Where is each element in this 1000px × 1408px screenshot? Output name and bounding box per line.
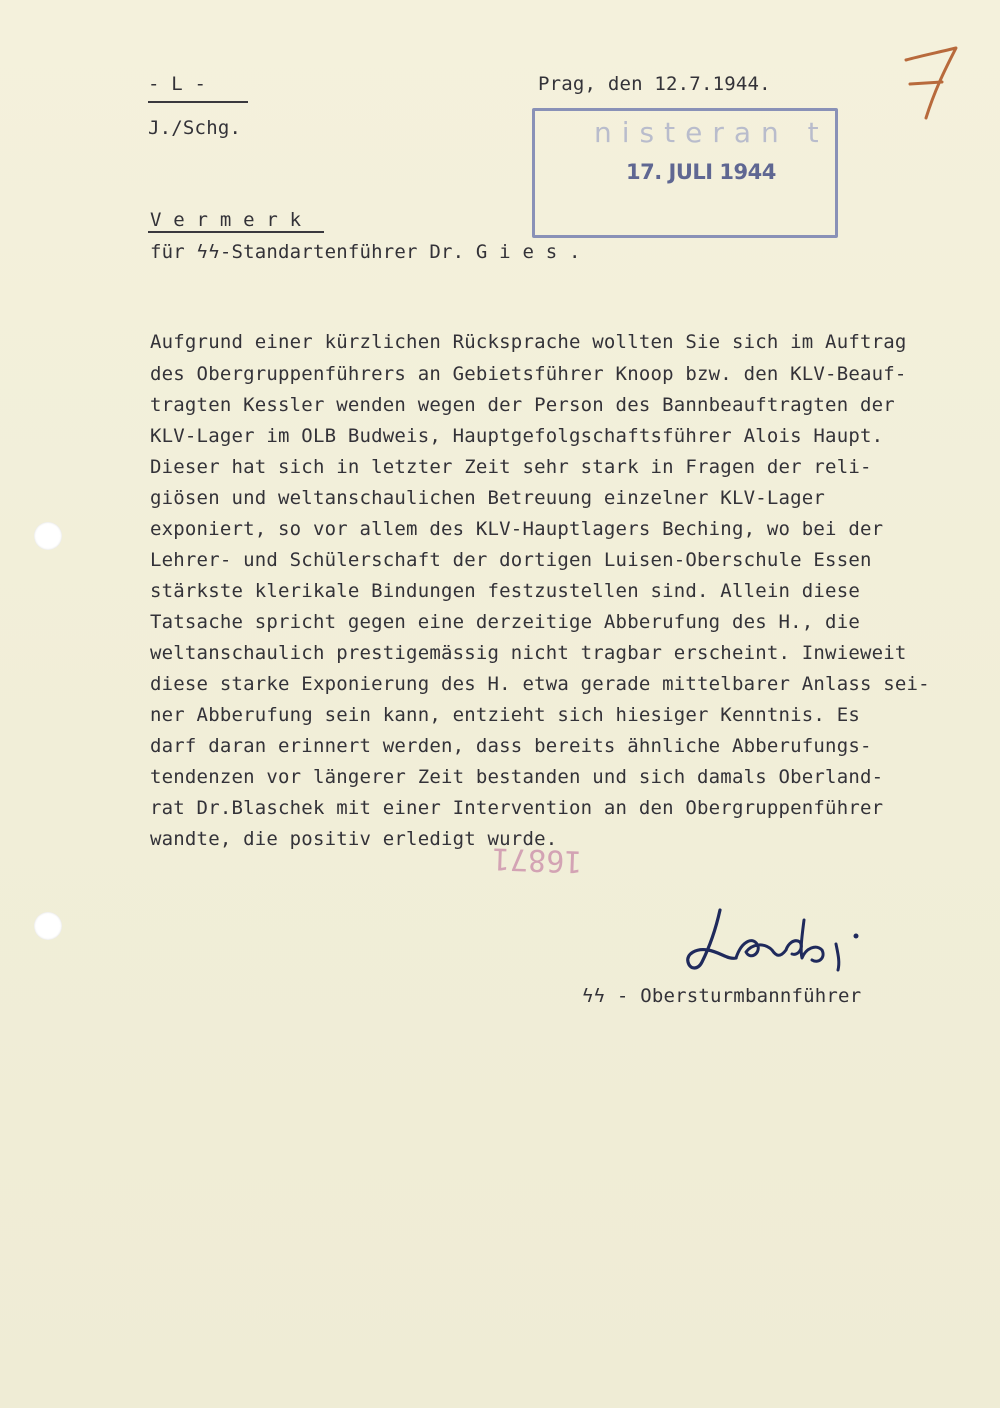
memo-title: V e r m e r k	[150, 209, 302, 231]
registry-number-stamp: 16871	[491, 840, 583, 879]
handwritten-signature	[676, 900, 876, 980]
body-line: Tatsache spricht gegen eine derzeitige Abberufung des H., die	[150, 611, 860, 633]
body-line: darf daran erinnert werden, dass bereits ähnliche Abberufungs-	[150, 735, 872, 757]
body-line: wandte, die positiv erledigt wurde.	[150, 828, 558, 850]
body-line: KLV-Lager im OLB Budweis, Hauptgefolgschaftsführer Alois Haupt.	[150, 425, 884, 447]
body-line: des Obergruppenführers an Gebietsführer Knoop bzw. den KLV-Beauf-	[150, 363, 907, 385]
body-line: weltanschaulich prestigemässig nicht tragbar erscheint. Inwieweit	[150, 642, 907, 664]
body-line: rat Dr.Blaschek mit einer Intervention an den Obergruppenführer	[150, 797, 884, 819]
reference-code: J./Schg.	[148, 117, 242, 139]
body-line: giösen und weltanschaulichen Betreuung einzelner KLV-Lager	[150, 487, 826, 509]
header-rule	[148, 101, 248, 103]
received-stamp-office: nisteran t	[594, 116, 829, 149]
body-line: Aufgrund einer kürzlichen Rücksprache wollten Sie sich im Auftrag	[150, 331, 907, 353]
memo-title-underline	[148, 231, 324, 233]
body-line: diese starke Exponierung des H. etwa gerade mittelbarer Anlass sei-	[150, 673, 930, 695]
department-code: - L -	[148, 73, 207, 95]
body-line: Dieser hat sich in letzter Zeit sehr stark in Fragen der reli-	[150, 456, 872, 478]
signatory-rank: ϟϟ - Obersturmbannführer	[582, 985, 862, 1007]
body-line: tendenzen vor längerer Zeit bestanden und sich damals Oberland-	[150, 766, 884, 788]
body-line: stärkste klerikale Bindungen festzustellen sind. Allein diese	[150, 580, 860, 602]
punch-hole-top	[34, 522, 62, 550]
handwritten-page-number	[896, 38, 966, 122]
body-line: Lehrer- und Schülerschaft der dortigen Luisen-Oberschule Essen	[150, 549, 872, 571]
memo-recipient: für ϟϟ-Standartenführer Dr. G i e s .	[150, 241, 581, 263]
body-line: exponiert, so vor allem des KLV-Hauptlagers Beching, wo bei der	[150, 518, 884, 540]
body-line: ner Abberufung sein kann, entzieht sich hiesiger Kenntnis. Es	[150, 704, 860, 726]
place-date: Prag, den 12.7.1944.	[538, 73, 771, 95]
body-line: tragten Kessler wenden wegen der Person des Bannbeauftragten der	[150, 394, 895, 416]
received-stamp-date: 17. JULI 1944	[626, 160, 776, 184]
punch-hole-bottom	[34, 912, 62, 940]
